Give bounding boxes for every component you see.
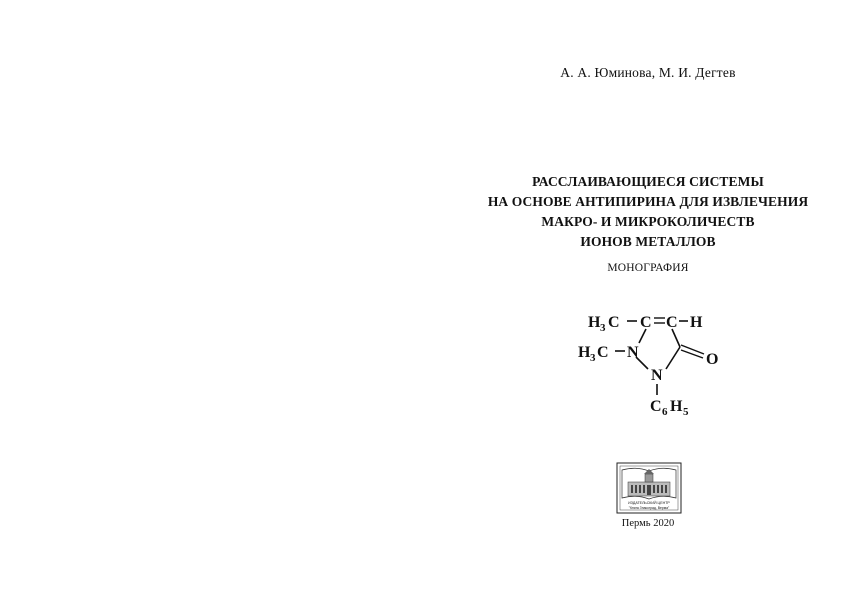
formula-h3c-left-sub: 3 bbox=[590, 352, 596, 364]
bond-c-n-upper bbox=[639, 329, 646, 343]
carbonyl-bond-2 bbox=[681, 350, 703, 358]
title-line-1: РАССЛАИВАЮЩИЕСЯ СИСТЕМЫ bbox=[532, 174, 764, 189]
logo-text-line-1: ИЗДАТЕЛЬСКИЙ ЦЕНТР bbox=[628, 501, 670, 505]
formula-h3c-left-c: C bbox=[597, 344, 609, 361]
formula-c6-sub: 6 bbox=[662, 406, 668, 418]
carbonyl-bond-1 bbox=[681, 345, 704, 354]
formula-h3c-top-sub: 3 bbox=[600, 322, 606, 334]
book-title bbox=[421, 172, 842, 252]
formula-o: O bbox=[706, 351, 719, 368]
antipyrine-structural-formula bbox=[570, 307, 750, 422]
formula-h5-sub: 5 bbox=[683, 406, 689, 418]
formula-h3c-left-h: H bbox=[578, 344, 591, 361]
place-year: Пермь 2020 bbox=[621, 518, 675, 529]
formula-c-left: C bbox=[640, 314, 652, 331]
formula-h5: H bbox=[670, 398, 683, 415]
building-tower bbox=[645, 474, 653, 482]
formula-c6: C bbox=[650, 398, 662, 415]
title-line-4: ИОНОВ МЕТАЛЛОВ bbox=[580, 234, 716, 249]
formula-h3c-top-h: H bbox=[588, 314, 601, 331]
formula-n-upper: N bbox=[627, 344, 639, 361]
logo-text-line-2: "Книга Знакоград, Верма" bbox=[628, 506, 670, 510]
formula-h-right: H bbox=[690, 314, 703, 331]
authors: А. А. Юминова, М. И. Дегтев bbox=[560, 65, 736, 80]
formula-n-lower: N bbox=[651, 367, 663, 384]
formula-c-right: C bbox=[666, 314, 678, 331]
bond-c-carbonyl bbox=[672, 329, 680, 347]
publisher-logo bbox=[616, 462, 682, 514]
bond-carbonyl-n-lower bbox=[666, 347, 680, 369]
title-line-3: МАКРО- И МИКРОКОЛИЧЕСТВ bbox=[541, 214, 755, 229]
title-line-2: НА ОСНОВЕ АНТИПИРИНА ДЛЯ ИЗВЛЕЧЕНИЯ bbox=[487, 194, 809, 209]
genre-label: МОНОГРАФИЯ bbox=[607, 262, 689, 274]
formula-h3c-top-c: C bbox=[608, 314, 620, 331]
title-page bbox=[421, 0, 842, 596]
